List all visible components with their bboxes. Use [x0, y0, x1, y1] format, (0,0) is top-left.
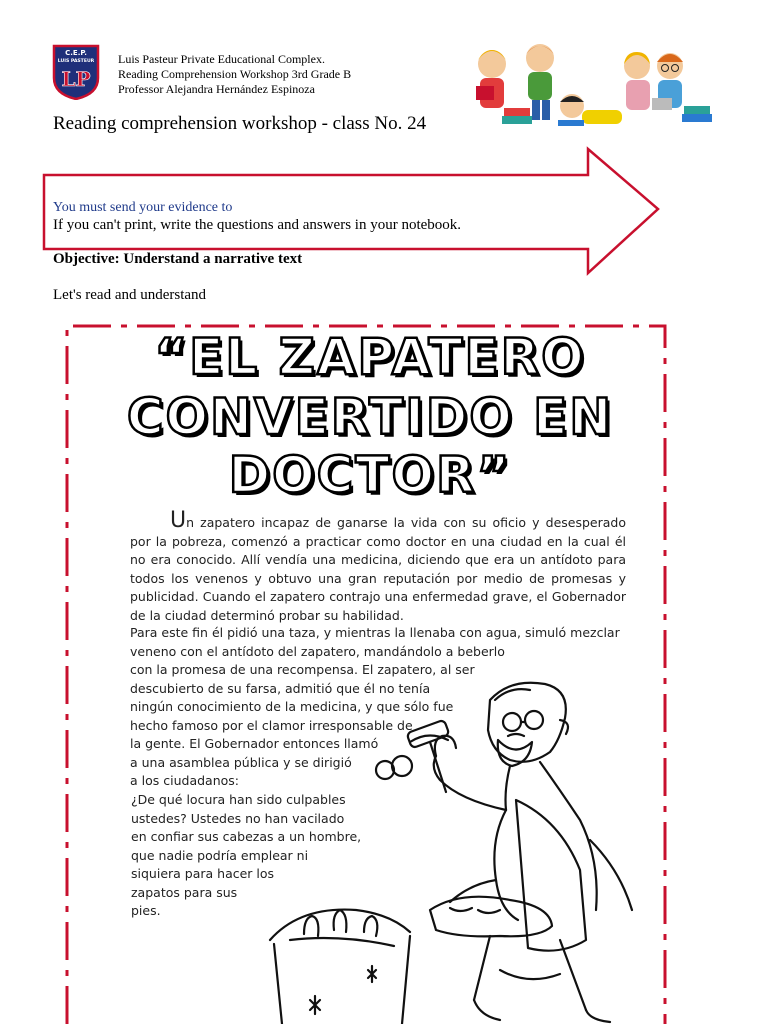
- story-title-line-1: “EL ZAPATERO: [154, 328, 586, 386]
- paragraph-line: a los ciudadanos:: [130, 773, 239, 788]
- evidence-instruction: You must send your evidence to: [53, 200, 233, 215]
- objective-text: Objective: Understand a narrative text: [53, 251, 303, 267]
- story-title-line-2: CONVERTIDO EN: [126, 388, 614, 446]
- paragraph-line: hecho famoso por el clamor irresponsable de: [130, 717, 413, 733]
- paragraph-line: siquiera para hacer los: [131, 866, 275, 881]
- professor-name: Professor Alejandra Hernández Espinoza: [118, 82, 315, 96]
- shoemaker-doctor-illustration: [260, 670, 660, 1024]
- paragraph-line: que nadie podría emplear ni: [131, 847, 309, 863]
- paragraph-line: descubierto de su farsa, admitió que él no tenía: [130, 680, 431, 696]
- school-crest-icon: [52, 44, 100, 100]
- story-paragraph-1: [130, 508, 626, 625]
- paragraph-line: ningún conocimiento de la medicina, y que sólo fue: [130, 699, 454, 714]
- logo-text-mid: LUIS PASTEUR: [57, 59, 95, 64]
- page-title: Reading comprehension workshop - class No. 24: [53, 113, 427, 134]
- paragraph-line: Para este fin él pidió una taza, y mientras la llenaba con agua, simuló mezclar: [130, 625, 620, 640]
- paragraph-line: en confiar sus cabezas a un hombre,: [131, 829, 362, 844]
- paragraph-line: la gente. El Gobernador entonces llamó: [130, 736, 379, 751]
- paragraph-line: pies.: [131, 903, 161, 918]
- workshop-line: Reading Comprehension Workshop 3rd Grade B: [118, 67, 352, 81]
- school-header: [118, 52, 351, 97]
- school-name: Luis Pasteur Private Educational Complex.: [118, 52, 325, 66]
- lets-read-text: Let's read and understand: [53, 287, 207, 303]
- logo-initials: LP: [61, 67, 91, 91]
- paragraph-line: ustedes? Ustedes no han vacilado: [131, 810, 345, 826]
- logo-text-top: C.E.P.: [65, 49, 87, 57]
- print-note: If you can't print, write the questions and answers in your notebook.: [53, 217, 462, 233]
- paragraph-line: veneno con el antídoto del zapatero, mandándolo a beberlo: [130, 643, 505, 659]
- children-reading-illustration: [462, 36, 722, 146]
- paragraph-line: con la promesa de una recompensa. El zapatero, al ser: [130, 662, 475, 677]
- paragraph-line: a una asamblea pública y se dirigió: [130, 754, 352, 770]
- drop-letter: U: [170, 508, 187, 533]
- paragraph-line: ¿De qué locura han sido culpables: [131, 792, 346, 807]
- paragraph-1-text: n zapatero incapaz de ganarse la vida con su oficio y desesperado por la pobreza, comenzó a practicar como doctor en una ciudad en la cual él no era conocido. Allí vendía una medicina, diciendo que era un antídoto para todos los venenos y obtuvo una gran reputación por medio de promesas y publicidad. Cuando el zapatero contrajo una enfermedad grave, el Gobernador de la ciudad determinó probar su habilidad.: [130, 515, 626, 623]
- story-title-line-3: DOCTOR”: [228, 446, 512, 504]
- paragraph-line: zapatos para sus: [131, 884, 238, 900]
